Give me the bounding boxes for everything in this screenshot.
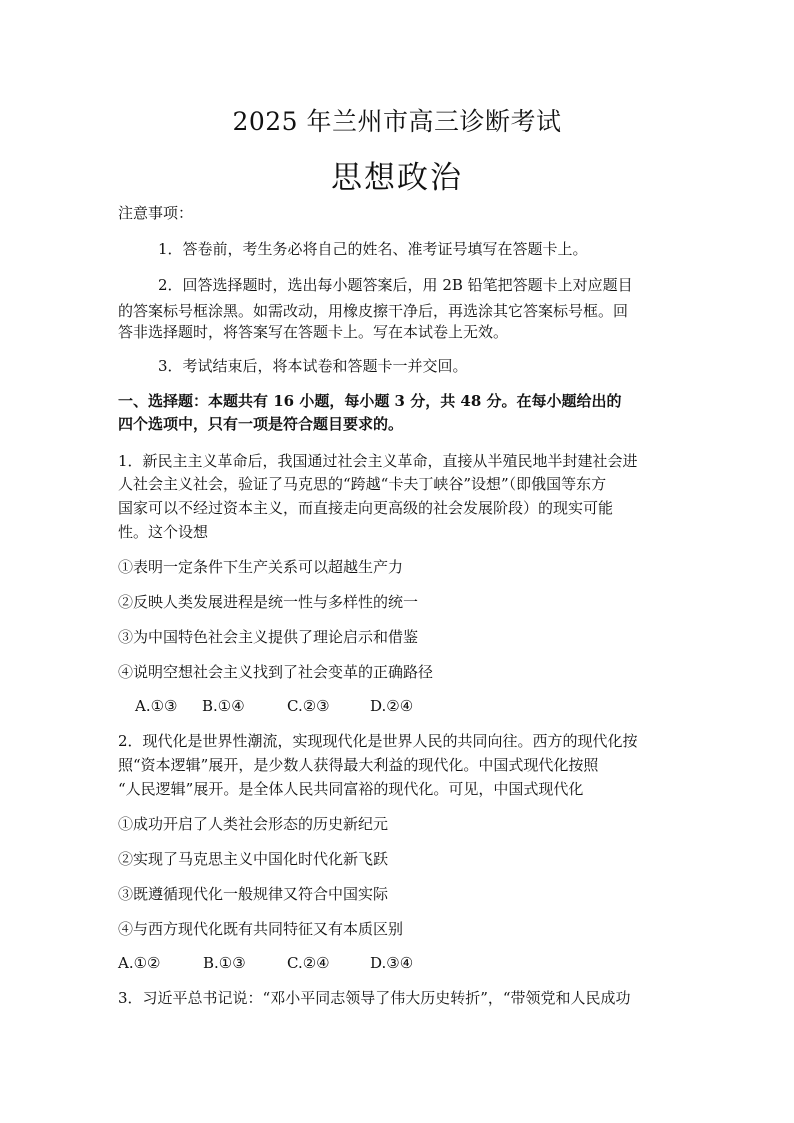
question-2-stem-line-3: “人民逻辑”展开。是全体人民共同富裕的现代化。可见，中国式现代化	[118, 780, 584, 798]
question-2-option-a: A.①②	[118, 954, 161, 972]
question-2-statement-1: ①成功开启了人类社会形态的历史新纪元	[118, 815, 389, 833]
question-1-option-a: A.①③	[135, 697, 178, 715]
subject-title: 思想政治	[331, 160, 463, 196]
question-1-option-b: B.①④	[202, 697, 245, 715]
question-1-stem-line-4: 性。这个设想	[118, 523, 209, 541]
section-heading-line-1: 一、选择题：本题共有 16 小题，每小题 3 分，共 48 分。在每小题给出的	[118, 392, 622, 410]
question-3-stem-line-1: 3．习近平总书记说：“邓小平同志领导了伟大历史转折”，“带领党和人民成功	[118, 989, 631, 1007]
question-1-option-d: D.②④	[370, 697, 414, 715]
question-1-stem-line-3: 国家可以不经过资本主义，而直接走向更高级的社会发展阶段）的现实可能	[118, 499, 614, 517]
notice-item-1: 1．答卷前，考生务必将自己的姓名、准考证号填写在答题卡上。	[158, 240, 588, 258]
question-1-statement-1: ①表明一定条件下生产关系可以超越生产力	[118, 558, 404, 576]
question-1-stem-line-2: 人社会主义社会，验证了马克思的“跨越“卡夫丁峡谷”设想”（即俄国等东方	[118, 475, 607, 493]
notice-item-3: 3．考试结束后，将本试卷和答题卡一并交回。	[158, 357, 468, 375]
question-2-statement-3: ③既遵循现代化一般规律又符合中国实际	[118, 885, 389, 903]
exam-title: 2025 年兰州市高三诊断考试	[232, 107, 562, 136]
question-2-stem-line-1: 2．现代化是世界性潮流，实现现代化是世界人民的共同向往。西方的现代化按	[118, 732, 638, 750]
question-1-statement-3: ③为中国特色社会主义提供了理论启示和借鉴	[118, 628, 419, 646]
notice-item-2-line-1: 2．回答选择题时，选出每小题答案后，用 2B 铅笔把答题卡上对应题目	[158, 276, 633, 294]
question-1-stem-line-1: 1．新民主主义革命后，我国通过社会主义革命，直接从半殖民地半封建社会进	[118, 452, 638, 470]
question-1-statement-4: ④说明空想社会主义找到了社会变革的正确路径	[118, 663, 434, 681]
notice-item-2-line-3: 答非选择题时，将答案写在答题卡上。写在本试卷上无效。	[118, 323, 509, 341]
question-1-statement-2: ②反映人类发展进程是统一性与多样性的统一	[118, 593, 419, 611]
question-2-option-c: C.②④	[287, 954, 330, 972]
notice-item-2-line-2: 的答案标号框涂黑。如需改动，用橡皮擦干净后，再选涂其它答案标号框。回	[118, 302, 629, 320]
notice-heading: 注意事项：	[118, 204, 194, 222]
question-2-statement-4: ④与西方现代化既有共同特征又有本质区别	[118, 920, 404, 938]
question-2-statement-2: ②实现了马克思主义中国化时代化新飞跃	[118, 850, 389, 868]
question-2-option-d: D.③④	[370, 954, 414, 972]
section-heading-line-2: 四个选项中，只有一项是符合题目要求的。	[118, 415, 404, 433]
question-2-option-b: B.①③	[203, 954, 246, 972]
question-2-stem-line-2: 照“资本逻辑”展开，是少数人获得最大利益的现代化。中国式现代化按照	[118, 756, 599, 774]
question-1-option-c: C.②③	[287, 697, 330, 715]
